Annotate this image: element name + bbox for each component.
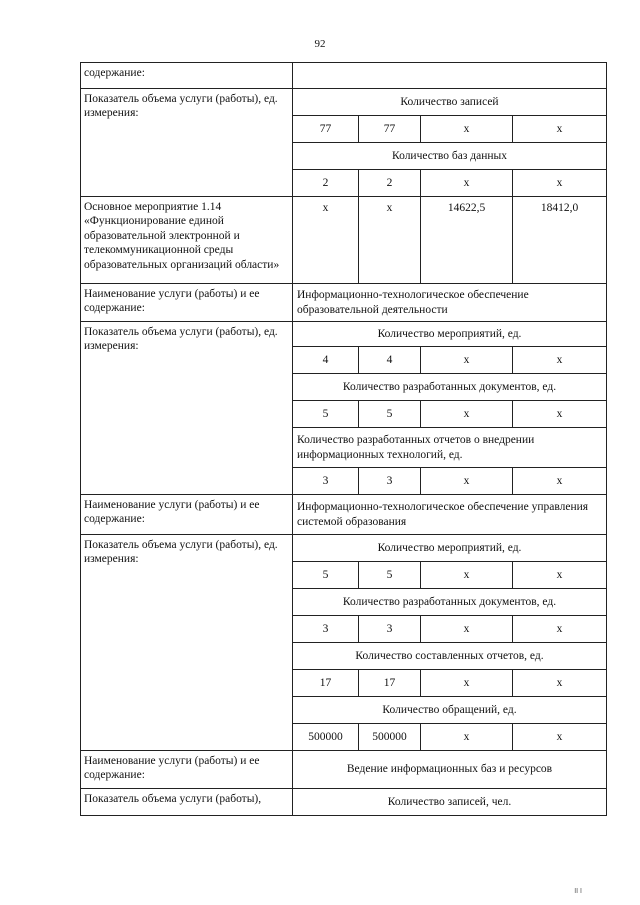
row-value: Информационно-технологическое обеспечение управления системой образования <box>293 495 607 535</box>
indicator-header: Количество записей, чел. <box>293 789 607 816</box>
row-label: Показатель объема услуги (работы), ед. измерения: <box>81 89 293 197</box>
value-cell: 18412,0 <box>513 197 607 284</box>
table-row <box>81 197 607 284</box>
row-label: содержание: <box>81 63 293 89</box>
row-value: Информационно-технологическое обеспечение образовательной деятельности <box>293 284 607 322</box>
row-label: Наименование услуги (работы) и ее содержание: <box>81 495 293 535</box>
value-cell: 5 <box>359 401 421 428</box>
value-cell: х <box>513 347 607 374</box>
value-cell: х <box>421 116 513 143</box>
row-label: Показатель объема услуги (работы), ед. измерения: <box>81 535 293 751</box>
indicator-header: Количество разработанных отчетов о внедрении информационных технологий, ед. <box>293 428 607 468</box>
value-cell: 5 <box>359 562 421 589</box>
value-cell: х <box>421 724 513 751</box>
indicator-header: Количество записей <box>293 89 607 116</box>
table-row <box>81 284 607 322</box>
table-row <box>81 322 607 347</box>
value-cell: 77 <box>293 116 359 143</box>
page-number: 92 <box>314 38 326 50</box>
table-row <box>81 495 607 535</box>
value-cell: х <box>513 116 607 143</box>
value-cell: х <box>421 562 513 589</box>
value-cell: х <box>513 468 607 495</box>
value-cell: 17 <box>359 670 421 697</box>
activity-label: Основное мероприятие 1.14 «Функционирование единой образовательной электронной и телекоммуникационной среды образовательных организаций области» <box>81 197 293 284</box>
scan-mark: II I <box>574 888 582 895</box>
indicator-header: Количество разработанных документов, ед. <box>293 589 607 616</box>
value-cell: 2 <box>293 170 359 197</box>
value-cell: х <box>513 724 607 751</box>
value-cell: х <box>513 170 607 197</box>
value-cell: х <box>293 197 359 284</box>
value-cell: 5 <box>293 401 359 428</box>
value-cell: 77 <box>359 116 421 143</box>
value-cell: 3 <box>293 468 359 495</box>
value-cell: х <box>359 197 421 284</box>
value-cell: х <box>513 616 607 643</box>
row-label: Показатель объема услуги (работы), <box>81 789 293 816</box>
indicator-header: Количество составленных отчетов, ед. <box>293 643 607 670</box>
value-cell: 5 <box>293 562 359 589</box>
table-row <box>81 63 607 89</box>
value-cell: х <box>513 562 607 589</box>
value-cell: 3 <box>359 616 421 643</box>
value-cell: х <box>421 170 513 197</box>
value-cell: х <box>421 401 513 428</box>
value-cell: 3 <box>359 468 421 495</box>
value-cell: х <box>421 347 513 374</box>
value-cell: х <box>513 401 607 428</box>
indicator-header: Количество разработанных документов, ед. <box>293 374 607 401</box>
value-cell: 500000 <box>293 724 359 751</box>
value-cell: 3 <box>293 616 359 643</box>
value-cell: х <box>513 670 607 697</box>
value-cell: 17 <box>293 670 359 697</box>
table-row <box>81 751 607 789</box>
row-label: Наименование услуги (работы) и ее содержание: <box>81 284 293 322</box>
value-cell: 4 <box>293 347 359 374</box>
value-cell: х <box>421 670 513 697</box>
value-cell: х <box>421 468 513 495</box>
value-cell: х <box>421 616 513 643</box>
value-cell: 14622,5 <box>421 197 513 284</box>
row-value <box>293 63 607 89</box>
indicator-header: Количество мероприятий, ед. <box>293 322 607 347</box>
indicator-header: Количество обращений, ед. <box>293 697 607 724</box>
row-value: Ведение информационных баз и ресурсов <box>293 751 607 789</box>
value-cell: 500000 <box>359 724 421 751</box>
table-row <box>81 89 607 116</box>
program-table <box>80 62 607 816</box>
row-label: Показатель объема услуги (работы), ед. измерения: <box>81 322 293 495</box>
value-cell: 2 <box>359 170 421 197</box>
table-row <box>81 789 607 816</box>
value-cell: 4 <box>359 347 421 374</box>
table-row <box>81 535 607 562</box>
row-label: Наименование услуги (работы) и ее содержание: <box>81 751 293 789</box>
indicator-header: Количество баз данных <box>293 143 607 170</box>
indicator-header: Количество мероприятий, ед. <box>293 535 607 562</box>
